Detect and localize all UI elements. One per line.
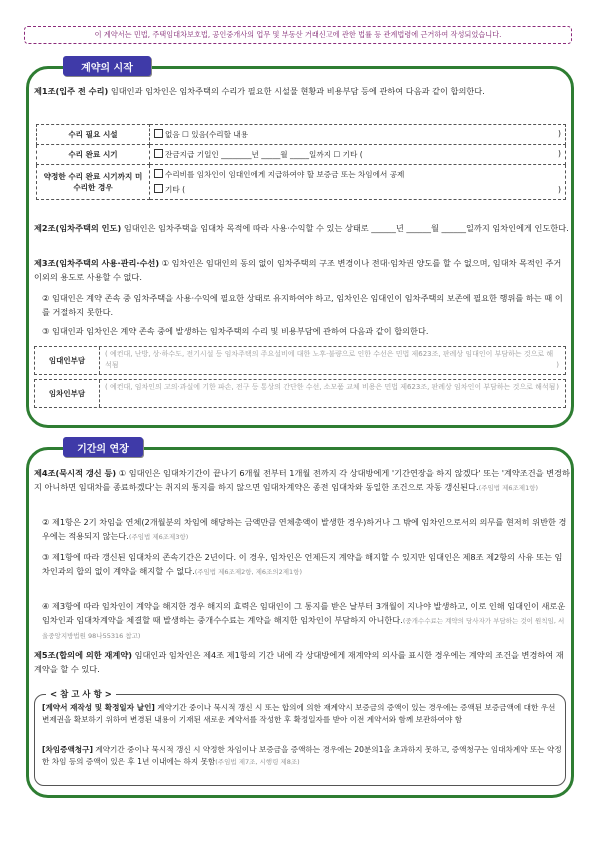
- section-title-start: 계약의 시작: [63, 56, 151, 76]
- article-4-p1-ref: (주임법 제6조제1항): [478, 484, 539, 492]
- section-title-renewal: 기간의 연장: [63, 437, 143, 457]
- article-3: [34, 256, 570, 284]
- close-paren: ): [558, 185, 561, 194]
- landlord-burden-label: 임대인부담: [35, 347, 100, 374]
- checkbox-deduct[interactable]: [154, 169, 163, 178]
- unrepaired-label: 약정한 수리 완료 시기까지 미 수리한 경우: [37, 165, 150, 200]
- article-5: [34, 648, 570, 676]
- article-1-body: 임대인과 임차인은 임차주택의 수리가 필요한 시설물 현황과 비용부담 등에 관하여 다음과 같이 합의한다.: [108, 86, 485, 96]
- article-2-heading: 제2조(임차주택의 인도): [34, 223, 122, 233]
- repair-needed-cell: [150, 125, 566, 145]
- landlord-burden-box: [34, 346, 566, 375]
- landlord-burden-text: ( 예컨대, 난방, 상·하수도, 전기시설 등 임차주택의 주요설비에 대한 노후·불량으로 인한 수선은 민법 제623조, 판례상 임대인이 부담하는 것으로 해석됨 ): [105, 350, 559, 369]
- table-row: [37, 165, 566, 200]
- article-1-heading: 제1조(입주 전 수리): [34, 86, 109, 96]
- article-4-heading: 제4조(묵시적 갱신 등): [34, 468, 117, 478]
- article-1: [34, 84, 570, 98]
- repair-table: [36, 124, 566, 200]
- reference-item-2: [차임증액청구] 계약기간 중이나 묵시적 갱신 시 약정한 차임이나 보증금을 증액하는 경우에는 20분의1을 초과하지 못하고, 증액청구는 임대차계약 또는 약정한 차임 등의 증액이 있은 후 1년 이내에는 하지 못함(주임법 제7조, 시행령 제8조): [42, 745, 562, 766]
- article-3-p3: ③ 임대인과 임차인은 계약 존속 중에 발생하는 임차주택의 수리 및 비용부담에 관하여 다음과 같이 합의한다.: [42, 326, 429, 336]
- repair-needed-value: 없음 ☐ 있음(수리할 내용: [165, 130, 249, 139]
- close-paren: ): [558, 149, 561, 158]
- tenant-burden-box: [34, 379, 566, 408]
- article-3-heading: 제3조(임차주택의 사용·관리·수선): [34, 258, 160, 268]
- table-row: [37, 145, 566, 165]
- article-5-heading: 제5조(합의에 의한 재계약): [34, 650, 132, 660]
- checkbox-other[interactable]: [154, 184, 163, 193]
- article-4-p1: ① 임대인은 임대차기간이 끝나기 6개월 전부터 1개월 전까지 각 상대방에게 '기간연장을 하지 않겠다' 또는 '계약조건을 변경하지 아니하면 임대차를 종료하겠다'는 취지의 통지를 하지 않으면 임대차계약은 종전 임대차와 동일한 조건으로 자동 갱신된다.: [34, 468, 570, 492]
- repair-deadline-value: 잔금지급 기일인 ________년 _____월 _____일까지 ☐ 기타 (: [165, 150, 363, 159]
- checkbox-balance-date[interactable]: [154, 149, 163, 158]
- reference-title: < 참 고 사 항 >: [46, 688, 116, 700]
- article-4: [34, 466, 570, 495]
- article-2: [34, 221, 570, 235]
- unrepaired-option-b: 기타 (: [165, 185, 186, 194]
- article-4-p3: ③ 제1항에 따라 갱신된 임대차의 존속기간은 2년이다. 이 경우, 임차인은 언제든지 계약을 해지할 수 있지만 임대인은 제8조 제2항의 사유 또는 임차인과의 합의 없이 계약을 해지할 수 없다.(주임법 제6조제2항, 제6조의2제1항): [42, 552, 563, 576]
- article-3-p2: ② 임대인은 계약 존속 중 임차주택을 사용·수익에 필요한 상태로 유지하여야 하고, 임차인은 임대인이 임차주택의 보존에 필요한 행위를 하는 때 이를 거절하지 못한다.: [42, 293, 563, 317]
- article-2-body: 임대인은 임차주택을 임대차 목적에 따라 사용·수익할 수 있는 상태로 ______년 ______월 ______일까지 임차인에게 인도한다.: [121, 223, 569, 233]
- repair-deadline-label: 수리 완료 시기: [37, 145, 150, 165]
- table-row: [37, 125, 566, 145]
- unrepaired-cell: [150, 165, 566, 200]
- repair-needed-label: 수리 필요 시설: [37, 125, 150, 145]
- tenant-burden-text: ( 예컨대, 임차인의 고의·과실에 기한 파손, 전구 등 통상의 간단한 수선, 소모품 교체 비용은 민법 제623조, 판례상 임차인이 부담하는 것으로 해석됨 ): [105, 383, 559, 391]
- unrepaired-option-a: 수리비를 임차인이 임대인에게 지급하여야 할 보증금 또는 차임에서 공제: [165, 170, 405, 179]
- article-5-body: 임대인과 임차인은 제4조 제1항의 기간 내에 각 상대방에게 재계약의 의사를 표시한 경우에는 계약의 조건을 변경하여 재계약을 할 수 있다.: [34, 650, 564, 674]
- tenant-burden-label: 임차인부담: [35, 380, 100, 407]
- reference-item-1: [계약서 재작성 및 확정일자 날인] 계약기간 중이나 묵시적 갱신 시 또는 합의에 의한 재계약시 보증금의 증액이 있는 경우에는 증액된 보증금액에 대한 우선변제권을 확보하기 위하여 변경된 내용이 기재된 새로운 계약서를 작성한 후 확정일자를 받아 이전 계약서와 함께 보관하여야 함: [42, 703, 556, 724]
- legal-basis-banner: 이 계약서는 민법, 주택임대차보호법, 공인중개사의 업무 및 부동산 거래신고에 관한 법률 등 관계법령에 근거하여 작성되었습니다.: [24, 26, 572, 44]
- repair-deadline-cell: [150, 145, 566, 165]
- article-4-p2: ② 제1항은 2기 차임을 연체(2개월분의 차임에 해당하는 금액만큼 연체총액이 발생한 경우)하거나 그 밖에 임차인으로서의 의무를 현저히 위반한 경우에는 적용되지 않는다.(주임법 제6조제3항): [42, 517, 567, 541]
- checkbox-none[interactable]: [154, 129, 163, 138]
- article-4-p4: ④ 제3항에 따라 임차인이 계약을 해지한 경우 해지의 효력은 임대인이 그 통지를 받은 날부터 3개월이 지나야 발생하고, 이로 인해 임대인이 새로운 임차인과 임대차계약을 체결할 때 발생하는 중개수수료는 계약을 해지한 임차인이 부담하지 아니한다.(중개수수료는 계약의 당사자가 부담하는 것이 원칙임, 서울중앙지방법원 98나55316 참고): [42, 601, 566, 640]
- article-3-p1: ① 임차인은 임대인의 동의 없이 임차주택의 구조 변경이나 전대·임차권 양도를 할 수 없으며, 임대차 목적인 주거 이외의 용도로 사용할 수 없다.: [34, 258, 562, 282]
- close-paren: ): [558, 129, 561, 138]
